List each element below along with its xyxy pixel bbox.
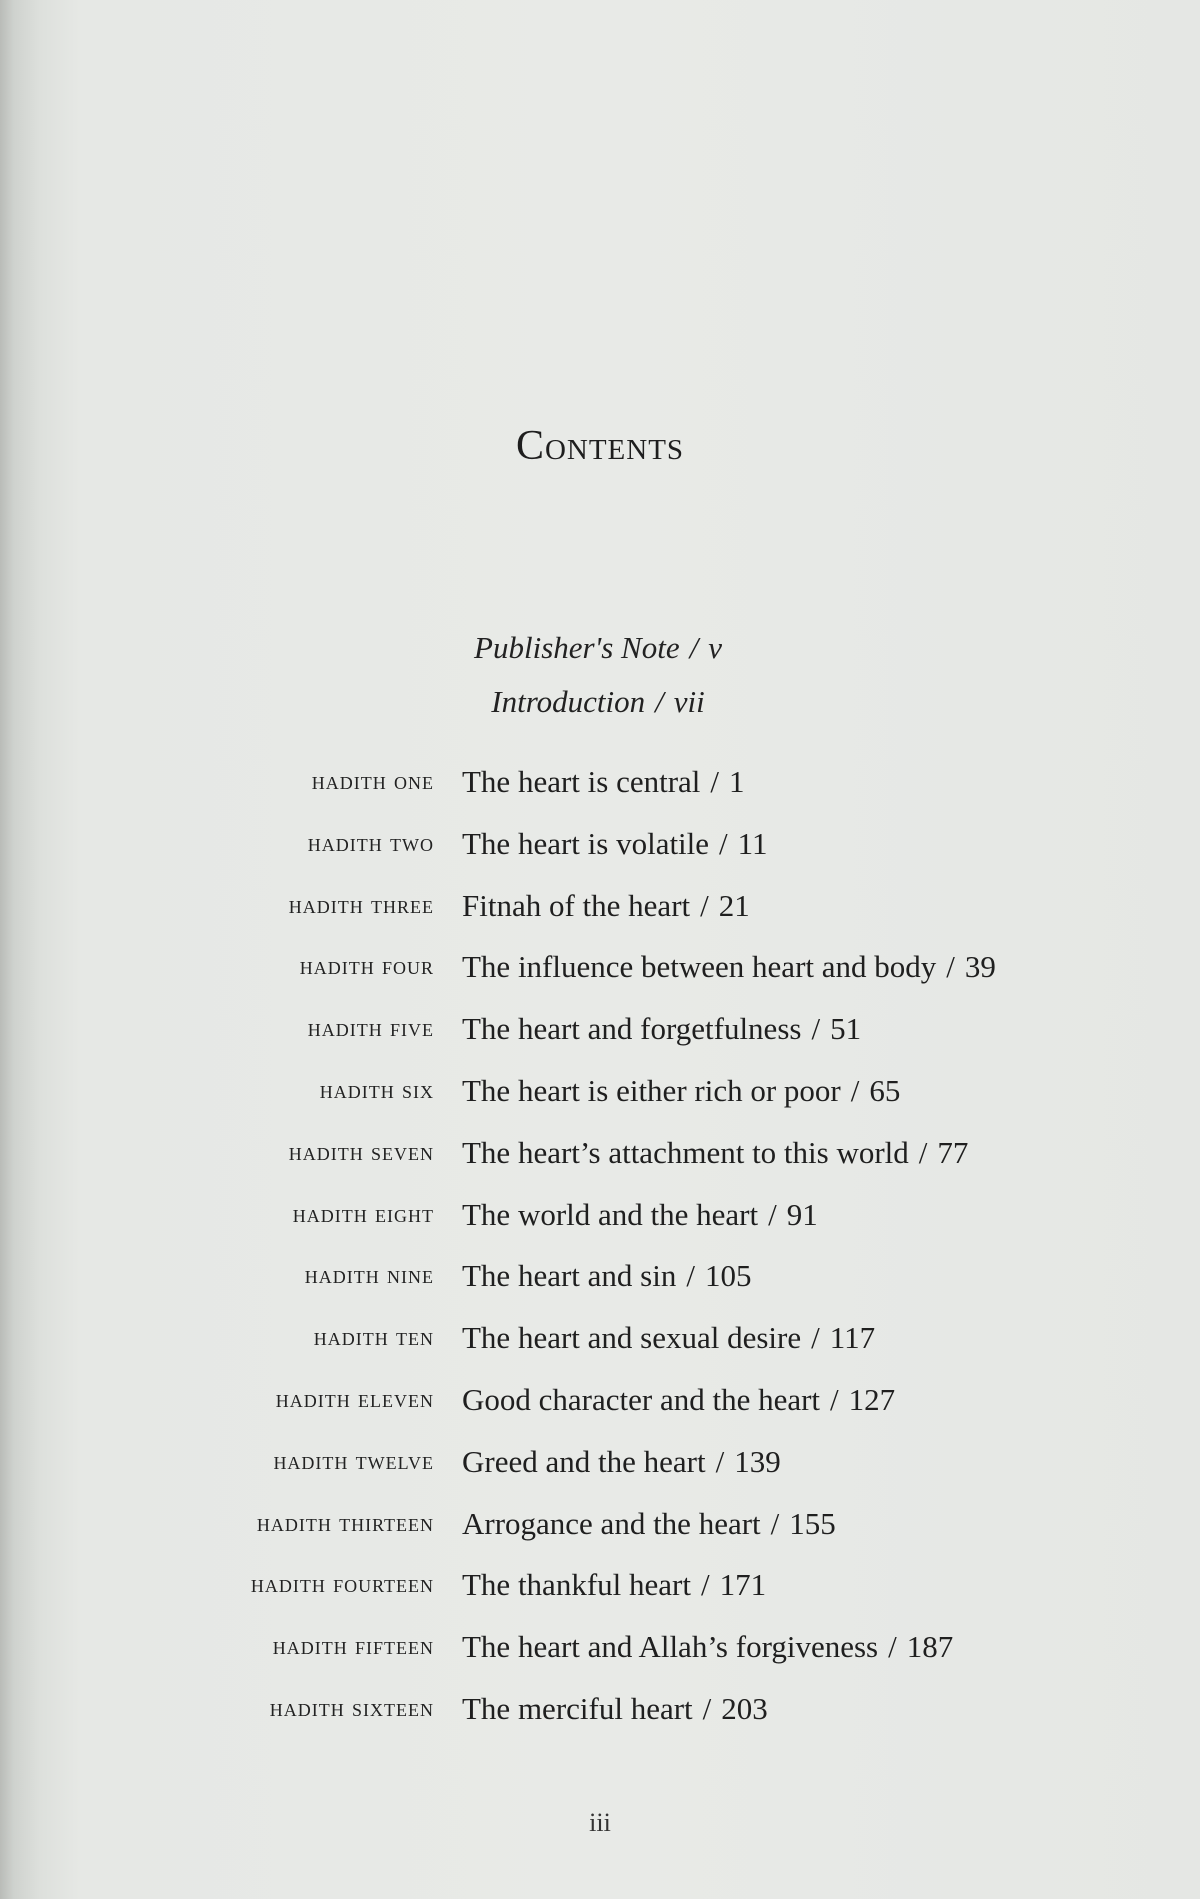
toc-entry-page: 203 [721, 1691, 768, 1726]
toc-entry-label: hadith sixteen [269, 1695, 434, 1722]
toc-entry-page: 65 [869, 1073, 901, 1108]
toc-entry-page: 21 [718, 887, 750, 923]
toc-entry-page: 51 [830, 1011, 862, 1047]
front-matter-introduction [0, 686, 1198, 717]
toc-entry-label: hadith eleven [275, 1386, 434, 1413]
toc-entry-title: The heart is central [462, 764, 701, 799]
toc-entry-page: 155 [789, 1505, 836, 1541]
toc-entry-title: The heart’s attachment to this world [462, 1134, 909, 1170]
toc-entry-label: hadith ten [313, 1324, 434, 1352]
toc-entry [0, 824, 1200, 864]
toc-entry-title: Arrogance and the heart [462, 1505, 761, 1541]
toc-entry-label: hadith four [299, 953, 434, 981]
separator: / [686, 1258, 695, 1294]
toc-entry-label: hadith three [288, 891, 434, 919]
toc-entry-label: hadith one [311, 768, 434, 795]
toc-entry [0, 886, 1200, 926]
front-matter-page: v [708, 630, 722, 665]
separator: / [702, 1691, 712, 1726]
toc-entry [0, 1504, 1200, 1544]
toc-entry [0, 1565, 1200, 1605]
separator: / [918, 1134, 928, 1170]
toc-entry-title: The heart and forgetfulness [462, 1011, 802, 1047]
toc-entry-title: The heart and Allah’s forgiveness [462, 1629, 879, 1665]
separator: / [700, 887, 709, 923]
toc-entry-title: The merciful heart [462, 1691, 693, 1726]
toc-entry [0, 1256, 1200, 1296]
toc-entry [0, 947, 1200, 987]
toc-entry-page: 1 [729, 764, 745, 799]
toc-entry-label: hadith two [307, 829, 434, 857]
page-title: Contents [515, 423, 685, 469]
toc-entry-title-line [462, 824, 768, 864]
separator: / [710, 764, 720, 799]
toc-entry-title: Good character and the heart [462, 1382, 821, 1417]
toc-entry-title-line [462, 1504, 836, 1544]
toc-entry-title-line [462, 1071, 900, 1111]
toc-entry-label: hadith fifteen [272, 1633, 434, 1661]
separator: / [689, 630, 699, 665]
toc-entry-label: hadith nine [304, 1262, 434, 1290]
toc-entry-title-line [462, 1689, 768, 1729]
toc-entry [0, 1195, 1200, 1235]
separator: / [719, 825, 728, 861]
toc-entry-label: hadith five [307, 1015, 434, 1043]
toc-entry-title: Fitnah of the heart [462, 887, 691, 923]
separator: / [850, 1073, 860, 1108]
toc-entry-title: The heart and sexual desire [462, 1320, 802, 1356]
separator: / [770, 1505, 780, 1541]
front-matter-page: vii [673, 684, 705, 719]
toc-entry-title: The heart is volatile [462, 825, 710, 861]
toc-entry-page: 105 [704, 1258, 752, 1294]
toc-entry-title-line [462, 886, 750, 926]
toc-entry [0, 1380, 1200, 1420]
toc-entry-title: The thankful heart [462, 1567, 691, 1603]
toc-entry-title-line [462, 1195, 818, 1235]
toc-entry [0, 1071, 1200, 1111]
toc-entry-page: 11 [737, 825, 768, 861]
toc-entry [0, 1133, 1200, 1173]
toc-entry [0, 1627, 1200, 1667]
separator: / [700, 1567, 710, 1603]
toc-entry-title: The heart is either rich or poor [462, 1073, 841, 1108]
separator: / [811, 1320, 820, 1356]
separator: / [811, 1011, 821, 1047]
front-matter-publishers-note [0, 632, 1198, 663]
toc-entry-label: hadith thirteen [256, 1509, 434, 1537]
toc-entry-title: The heart and sin [462, 1258, 677, 1294]
toc-entry-page: 91 [786, 1196, 818, 1232]
separator: / [655, 684, 664, 719]
toc-entry-title: Greed and the heart [462, 1443, 706, 1479]
toc-entry-label: hadith eight [292, 1200, 434, 1228]
toc-entry [0, 1318, 1200, 1358]
toc-entry [0, 1689, 1200, 1729]
toc-entry-title-line [462, 1442, 781, 1482]
toc-entry [0, 1009, 1200, 1049]
toc-entry-page: 187 [906, 1629, 954, 1665]
front-matter-title: Publisher's Note [474, 630, 680, 665]
toc-entry-label: hadith six [319, 1077, 434, 1104]
toc-entry-title: The world and the heart [462, 1196, 759, 1232]
toc-entry-title-line [462, 947, 996, 987]
separator: / [830, 1382, 839, 1417]
separator: / [768, 1196, 777, 1232]
toc-entry-title-line [462, 1256, 751, 1296]
toc-entry-title-line [462, 1565, 766, 1605]
toc-entry-page: 117 [829, 1320, 876, 1356]
toc-entry-page: 77 [937, 1134, 969, 1170]
toc-entry-label: hadith fourteen [250, 1571, 434, 1599]
toc-entry [0, 762, 1200, 802]
toc-entry-title-line [462, 1133, 968, 1173]
page-number: iii [589, 1808, 611, 1837]
toc-entry-page: 139 [734, 1443, 781, 1479]
toc-entry [0, 1442, 1200, 1482]
toc-entry-title-line [462, 1009, 861, 1049]
front-matter-title: Introduction [491, 684, 646, 719]
separator: / [946, 949, 955, 985]
toc-entry-page: 39 [964, 949, 996, 985]
separator: / [715, 1443, 725, 1479]
separator: / [888, 1629, 897, 1665]
toc-entry-label: hadith twelve [273, 1447, 434, 1475]
toc-entry-page: 127 [848, 1382, 896, 1417]
toc-entry-page: 171 [719, 1567, 767, 1603]
toc-entry-title: The influence between heart and body [462, 949, 937, 985]
toc-entry-title-line [462, 1318, 875, 1358]
toc-entry-label: hadith seven [288, 1138, 434, 1166]
toc-entry-title-line [462, 762, 745, 802]
toc-entry-title-line [462, 1627, 953, 1667]
toc-entry-title-line [462, 1380, 895, 1420]
